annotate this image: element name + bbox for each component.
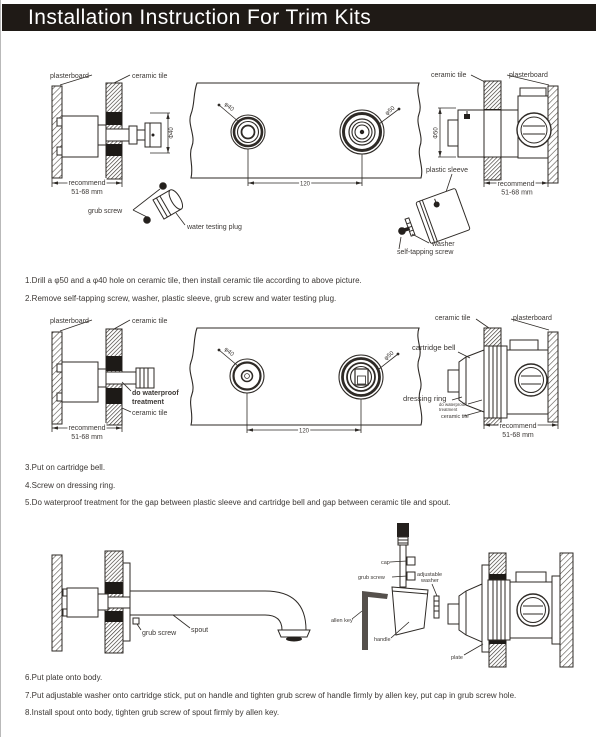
fig2-label-ceramic-tile-left: ceramic tile <box>132 318 168 325</box>
figure-1-drill-holes <box>0 52 612 268</box>
fig1-dim-120: 120 <box>299 181 311 188</box>
fig3-label-adjustable: adjustable <box>417 572 443 578</box>
fig2-label-recommend-range-right: 51-68 mm <box>502 432 534 439</box>
fig3-label-grub-screw-left: grub screw <box>142 630 177 637</box>
fig1-label-water-testing-plug: water testing plug <box>187 224 242 231</box>
page-title-bar <box>2 4 596 31</box>
fig1-label-self-tapping-screw: self-tapping screw <box>397 249 454 256</box>
fig1-label-ceramic-tile-right: ceramic tile <box>431 72 467 79</box>
fig2-right-assembly <box>448 319 558 429</box>
fig1-right-assembly <box>397 75 558 249</box>
fig2-label-recommend-right: recommend <box>499 423 537 430</box>
step-4: 4.Screw on dressing ring. <box>25 481 116 490</box>
fig2-dim-phi50-panel: φ50 <box>383 350 396 362</box>
fig2-label-plasterboard-right: plasterboard <box>513 315 552 322</box>
fig3-label-cap: cap <box>381 560 390 566</box>
fig2-label-ceramic-tile-right: ceramic tile <box>435 315 471 322</box>
fig3-left-assembly <box>52 551 310 653</box>
fig2-dim-phi40-panel: φ40 <box>222 346 235 358</box>
fig1-left-assembly <box>52 75 185 225</box>
fig2-dim-120: 120 <box>298 428 310 435</box>
fig1-label-ceramic-tile-left: ceramic tile <box>132 73 168 80</box>
fig1-label-plasterboard-right: plasterboard <box>509 72 548 79</box>
step-5: 5.Do waterproof treatment for the gap between plastic sleeve and cartridge bell and gap between ceramic tile and spout. <box>25 498 451 507</box>
fig2-label-do-waterproof-2: treatment <box>132 399 164 406</box>
fig2-label-recommend-range-left: 51-68 mm <box>71 434 103 441</box>
step-3: 3.Put on cartridge bell. <box>25 463 106 472</box>
fig2-label-ceramic-tile-2-left: ceramic tile <box>132 410 168 417</box>
fig2-label-recommend-left: recommend <box>68 425 106 432</box>
fig1-label-recommend-left: recommend <box>68 180 106 187</box>
fig2-label-do-waterproof-1: do waterproof <box>132 390 179 397</box>
fig3-label-handle: handle <box>374 637 391 643</box>
figure-3-spout-handle <box>0 516 612 671</box>
step-1: 1.Drill a φ50 and a φ40 hole on ceramic tile, then install ceramic tile according to above picture. <box>25 276 362 285</box>
fig3-label-adjustable-washer: washer <box>421 578 439 584</box>
fig3-label-plate: plate <box>451 655 463 661</box>
fig3-right-assembly <box>448 553 573 667</box>
fig1-dim-phi50-side: Φ50 <box>433 127 440 139</box>
fig1-label-recommend-range-left: 51-68 mm <box>71 189 103 196</box>
fig1-label-recommend-range-right: 51-68 mm <box>501 189 533 197</box>
fig1-dim-phi50-panel: φ50 <box>384 105 397 117</box>
fig2-label-ceramic-tile-2-right: ceramic tile <box>441 414 469 420</box>
fig2-label-dressing-ring: dressing ring <box>403 394 447 403</box>
fig2-label-plasterboard-left: plasterboard <box>50 318 89 325</box>
fig3-middle-parts <box>352 523 439 650</box>
fig2-label-do-waterproof-small-1: do waterproof <box>439 402 466 407</box>
fig1-label-grub-screw: grub screw <box>88 208 123 215</box>
fig1-dim-phi40-side: Φ40 <box>169 127 175 139</box>
step-2: 2.Remove self-tapping screw, washer, plastic sleeve, grub screw and water testing plug. <box>25 294 337 303</box>
step-6: 6.Put plate onto body. <box>25 673 103 682</box>
fig3-label-spout: spout <box>191 627 209 634</box>
step-7: 7.Put adjustable washer onto cartridge stick, put on handle and tighten grub screw of handle firmly by allen key, put cap in grub screw hole. <box>25 691 517 700</box>
fig2-tile-panel <box>190 328 422 433</box>
fig2-label-cartridge-bell: cartridge bell <box>412 343 456 352</box>
fig1-tile-panel <box>190 83 422 186</box>
fig3-label-allen-key: allen key <box>331 618 353 624</box>
fig2-label-do-waterproof-small-2: treatment <box>439 407 458 412</box>
step-8: 8.Install spout onto body, tighten grub screw of spout firmly by allen key. <box>25 708 280 717</box>
fig1-label-plasterboard-left: plasterboard <box>50 73 89 80</box>
fig1-dim-phi40-panel: φ40 <box>222 101 235 113</box>
figure-2-cartridge-bell <box>0 308 612 458</box>
page-title: Installation Instruction For Trim Kits <box>28 5 372 29</box>
fig3-label-grub-screw-middle: grub screw <box>358 575 385 581</box>
fig1-label-recommend-right: recommend <box>497 181 535 188</box>
fig1-label-plastic-sleeve: plastic sleeve <box>426 167 469 174</box>
fig1-label-washer: washer <box>432 241 455 248</box>
